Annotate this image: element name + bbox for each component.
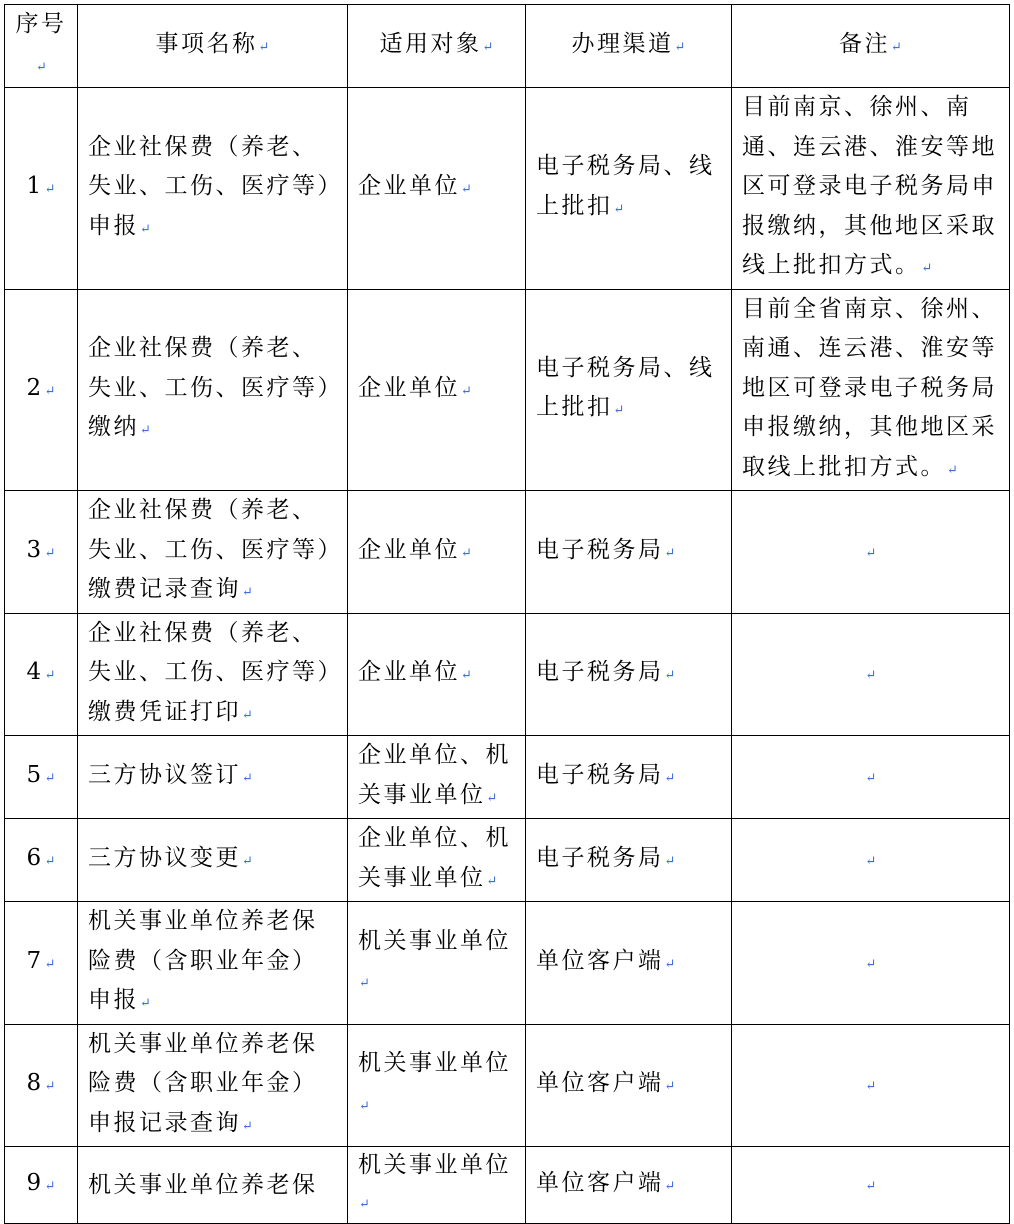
cell-remark <box>732 902 1010 1025</box>
paragraph-mark-icon: ↵ <box>461 383 472 399</box>
cell-target: 机关事业单位↵ <box>348 1024 526 1147</box>
cell-channel: 单位客户端↵ <box>526 902 732 1025</box>
paragraph-mark-icon: ↵ <box>242 1118 253 1134</box>
cell-channel: 电子税务局↵ <box>526 736 732 819</box>
paragraph-mark-icon: ↵ <box>664 1079 676 1094</box>
cell-channel: 单位客户端↵ <box>526 1024 732 1147</box>
paragraph-mark-icon: ↵ <box>140 423 151 438</box>
cell-name: 机关事业单位养老保 <box>78 1147 348 1224</box>
paragraph-mark-icon: ↵ <box>664 770 676 786</box>
paragraph-mark-icon: ↵ <box>44 853 56 869</box>
cell-channel: 电子税务局、线上批扣↵ <box>526 88 732 290</box>
paragraph-mark-icon: ↵ <box>44 383 56 399</box>
paragraph-mark-icon: ↵ <box>482 39 494 55</box>
cell-name: 企业社保费（养老、失业、工伤、医疗等）缴费凭证打印↵ <box>78 613 348 736</box>
paragraph-mark-icon: ↵ <box>664 1179 676 1194</box>
cell-target: 企业单位↵ <box>348 289 526 491</box>
cell-target: 机关事业单位↵ <box>348 902 526 1025</box>
paragraph-mark-icon: ↵ <box>44 770 56 786</box>
paragraph-mark-icon: ↵ <box>140 996 151 1011</box>
cell-target: 企业单位↵ <box>348 88 526 290</box>
header-remark: 备注↵ <box>732 5 1010 88</box>
cell-target: 企业单位↵ <box>348 491 526 614</box>
paragraph-mark-icon: ↵ <box>242 853 253 869</box>
paragraph-mark-icon: ↵ <box>613 403 625 419</box>
table-row <box>5 1024 1010 1147</box>
table-row <box>5 289 1010 491</box>
header-name: 事项名称↵ <box>78 5 348 88</box>
cell-name: 企业社保费（养老、失业、工伤、医疗等）缴纳↵ <box>78 289 348 491</box>
paragraph-mark-icon: ↵ <box>664 956 676 972</box>
paragraph-mark-icon: ↵ <box>664 545 676 561</box>
cell-remark: 目前全省南京、徐州、南通、连云港、淮安等地区可登录电子税务局申报缴纳，其他地区采取线上批扣方式。↵ <box>732 289 1010 491</box>
cell-remark <box>732 613 1010 736</box>
service-items-table <box>4 4 1010 1224</box>
cell-remark <box>732 1024 1010 1147</box>
paragraph-mark-icon: ↵ <box>865 545 877 561</box>
cell-num: 6↵ <box>5 819 78 902</box>
cell-target: 机关事业单位↵ <box>348 1147 526 1224</box>
cell-num: 3↵ <box>5 491 78 614</box>
paragraph-mark-icon: ↵ <box>461 668 472 683</box>
paragraph-mark-icon: ↵ <box>921 261 933 276</box>
table-row <box>5 491 1010 614</box>
paragraph-mark-icon: ↵ <box>44 545 56 561</box>
cell-name: 机关事业单位养老保险费（含职业年金）申报↵ <box>78 902 348 1025</box>
header-target: 适用对象↵ <box>348 5 526 88</box>
cell-remark <box>732 819 1010 902</box>
cell-name: 机关事业单位养老保险费（含职业年金）申报记录查询↵ <box>78 1024 348 1147</box>
cell-num: 7↵ <box>5 902 78 1025</box>
cell-name: 三方协议签订↵ <box>78 736 348 819</box>
cell-channel: 电子税务局↵ <box>526 491 732 614</box>
paragraph-mark-icon: ↵ <box>242 707 253 723</box>
paragraph-mark-icon: ↵ <box>674 39 686 55</box>
paragraph-mark-icon: ↵ <box>613 201 625 217</box>
cell-remark: 目前南京、徐州、南通、连云港、淮安等地区可登录电子税务局申报缴纳，其他地区采取线上批扣方式。↵ <box>732 88 1010 290</box>
paragraph-mark-icon: ↵ <box>242 585 253 600</box>
cell-remark <box>732 491 1010 614</box>
paragraph-mark-icon: ↵ <box>947 462 958 478</box>
table-row <box>5 819 1010 902</box>
cell-num: 2↵ <box>5 289 78 491</box>
cell-channel: 电子税务局↵ <box>526 613 732 736</box>
paragraph-mark-icon: ↵ <box>486 790 498 806</box>
table-row <box>5 902 1010 1025</box>
cell-name: 企业社保费（养老、失业、工伤、医疗等）申报↵ <box>78 88 348 290</box>
cell-channel: 单位客户端↵ <box>526 1147 732 1224</box>
cell-remark <box>732 736 1010 819</box>
paragraph-mark-icon: ↵ <box>865 668 877 683</box>
paragraph-mark-icon: ↵ <box>865 956 877 972</box>
paragraph-mark-icon: ↵ <box>865 1179 877 1194</box>
header-channel: 办理渠道↵ <box>526 5 732 88</box>
paragraph-mark-icon: ↵ <box>865 1079 877 1094</box>
paragraph-mark-icon: ↵ <box>242 770 253 786</box>
cell-target: 企业单位、机关事业单位↵ <box>348 819 526 902</box>
paragraph-mark-icon: ↵ <box>44 1179 56 1194</box>
cell-num: 8↵ <box>5 1024 78 1147</box>
cell-target: 企业单位、机关事业单位↵ <box>348 736 526 819</box>
paragraph-mark-icon: ↵ <box>486 873 498 889</box>
table-row <box>5 613 1010 736</box>
cell-num: 4↵ <box>5 613 78 736</box>
paragraph-mark-icon: ↵ <box>140 221 151 237</box>
cell-channel: 电子税务局、线上批扣↵ <box>526 289 732 491</box>
table-row <box>5 88 1010 290</box>
table-header-row <box>5 5 1010 88</box>
paragraph-mark-icon: ↵ <box>865 853 877 869</box>
cell-num: 5↵ <box>5 736 78 819</box>
paragraph-mark-icon: ↵ <box>36 59 47 75</box>
table-row <box>5 736 1010 819</box>
cell-name: 企业社保费（养老、失业、工伤、医疗等）缴费记录查询↵ <box>78 491 348 614</box>
paragraph-mark-icon: ↵ <box>664 853 676 869</box>
paragraph-mark-icon: ↵ <box>44 956 56 972</box>
cell-target: 企业单位↵ <box>348 613 526 736</box>
paragraph-mark-icon: ↵ <box>461 545 472 561</box>
cell-channel: 电子税务局↵ <box>526 819 732 902</box>
paragraph-mark-icon: ↵ <box>664 668 676 683</box>
cell-name: 三方协议变更↵ <box>78 819 348 902</box>
paragraph-mark-icon: ↵ <box>359 1197 370 1212</box>
paragraph-mark-icon: ↵ <box>891 39 902 55</box>
paragraph-mark-icon: ↵ <box>461 182 472 197</box>
paragraph-mark-icon: ↵ <box>359 976 370 992</box>
paragraph-mark-icon: ↵ <box>44 182 56 197</box>
paragraph-mark-icon: ↵ <box>44 1079 56 1094</box>
cell-num: 1↵ <box>5 88 78 290</box>
cell-remark <box>732 1147 1010 1224</box>
paragraph-mark-icon: ↵ <box>44 668 56 683</box>
header-num: 序号↵ <box>5 5 78 88</box>
cell-num: 9↵ <box>5 1147 78 1224</box>
paragraph-mark-icon: ↵ <box>359 1098 370 1114</box>
table-row <box>5 1147 1010 1224</box>
paragraph-mark-icon: ↵ <box>865 770 877 786</box>
paragraph-mark-icon: ↵ <box>258 39 270 55</box>
